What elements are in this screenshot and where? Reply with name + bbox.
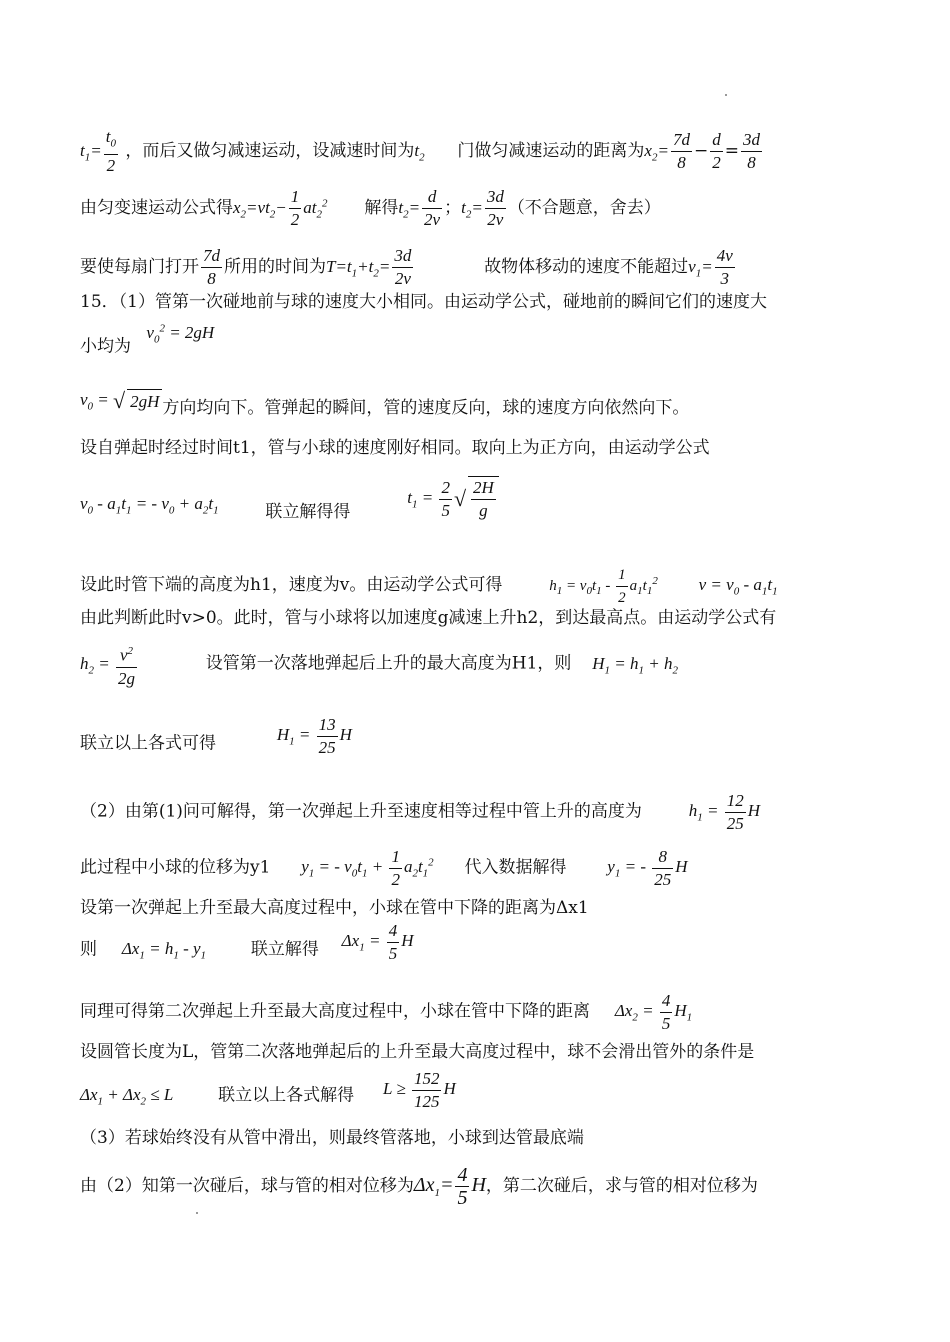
eq-y1-result: $y_1$ = - $\frac{8}{25}$ H — [607, 847, 688, 889]
scan-dot — [725, 94, 727, 96]
frac-3d-2v: $\frac{3d}{2v}$ — [486, 187, 504, 229]
l16-text: 同理可得第二次弹起上升至最大高度过程中，小球在管中下降的距离 — [80, 1001, 590, 1022]
line-15 — [80, 921, 414, 973]
frac-1-2: $\frac{1}{2}$ — [290, 187, 300, 229]
l7-text: 联立解得得 — [265, 501, 351, 522]
eq-v: $v = v_0 - a_1t_1$ — [698, 574, 778, 598]
l14-text: 设第一次弹起上升至最大高度过程中，小球在管中下降的距离为Δx1 — [80, 898, 589, 918]
line-11 — [80, 715, 352, 767]
l20-text2: ，第二次碰后，求与管的相对位移为 — [485, 1176, 758, 1197]
l5-text: 方向均向下。管弹起的瞬间，管的速度反向，球的速度方向依然向下。 — [162, 398, 690, 418]
q15-text1: 15．（1）管第一次碰地前与球的速度大小相同。由运动学公式，碰地前的瞬间它们的速度大 — [80, 292, 767, 312]
l1-text2: 门做匀减速运动的距离为 — [457, 141, 645, 162]
frac-3d-8: $\frac{3d}{8}$ — [742, 130, 760, 173]
line-1: $t_1=$ $\frac{t_0}{2}$ ，而后又做匀减速运动，设减速时间为$t_2$ 门做匀减速运动的距离为$x_2=$ $\frac{7d}{8}$ − $\frac{d}{2}$ = $\frac{3d}{8}$ — [80, 127, 760, 176]
line-13 — [80, 846, 688, 891]
l3-text2: 所用的时间为 — [224, 257, 326, 277]
eq-dx2-result: $\Delta x_2$ = $\frac{4}{5}$ $H_1$ — [614, 991, 693, 1033]
eq-dx1-final: $\Delta x_1=$ $\frac{4}{5}$ H — [413, 1164, 486, 1209]
line-16 — [80, 990, 692, 1035]
frac-d-2v: $\frac{d}{2v}$ — [424, 187, 441, 229]
l19-text: （3）若球始终没有从管中滑出，则最终管落地，小球到达管最底端 — [80, 1128, 584, 1148]
eq-h1-12-25: $h_1$ = $\frac{12}{25}$ H — [688, 791, 760, 833]
eq-t1-label: $t_1=$ — [80, 141, 102, 164]
l13-text1: 此过程中小球的位移为y1 — [80, 857, 271, 878]
line-7 — [80, 477, 501, 528]
line-12 — [80, 790, 760, 835]
eq-dx1: $\Delta x_1 = h_1 - y_1$ — [121, 939, 207, 962]
eq-H1-sum: $H_1 = h_1 + h_2$ — [592, 653, 678, 677]
line-9 — [80, 606, 776, 630]
eq-H1-result: $H_1$ = $\frac{13}{25}$ H — [276, 715, 352, 757]
l18-text: 联立以上各式解得 — [218, 1085, 355, 1106]
line-17 — [80, 1040, 754, 1064]
q15-text2: 小均为 — [80, 336, 131, 357]
l13-text2: 代入数据解得 — [464, 857, 567, 878]
l3-text1: 要使每扇门打开 — [80, 257, 199, 277]
frac-4v-3: $\frac{4v}{3}$ — [716, 246, 733, 288]
l15-text1: 则 — [80, 939, 97, 960]
eq-h2: $h_2$ = $\frac{v^2}{2g}$ — [80, 654, 139, 673]
line-5 — [80, 388, 689, 418]
frac-7d-8-b: $\frac{7d}{8}$ — [203, 246, 220, 288]
line-6 — [80, 436, 710, 460]
eq-x2: $x_2=$ — [644, 141, 669, 164]
l2-text1: 由匀变速运动公式得 — [80, 198, 233, 218]
eq-L-result: L ≥ $\frac{152}{125}$ H — [382, 1069, 456, 1111]
l8-text: 设此时管下端的高度为h1，速度为v。由运动学公式可得 — [80, 574, 503, 595]
line-14 — [80, 896, 589, 920]
eq-v0-sqrt: $v_0$ = √ 2gH — [80, 390, 162, 409]
eq-v0sq: $v_0^2 = 2gH$ — [146, 322, 215, 346]
l15-text2: 联立解得 — [250, 939, 319, 960]
l6-text: 设自弹起时经过时间t1，管与小球的速度刚好相同。取向上为正方向，由运动学公式 — [80, 438, 710, 458]
l2-text2: 解得 — [364, 198, 399, 218]
l17-text: 设圆管长度为L，管第二次落地弹起后的上升至最大高度过程中，球不会滑出管外的条件是 — [80, 1042, 755, 1062]
eq-y1: $y_1$ = - $v_0t_1$ + $\frac{1}{2}$ $a_2t_1^2$ — [301, 847, 434, 889]
eq-x2-vt2: $x_2=vt_2-$ — [233, 198, 287, 221]
t2-symbol: $t_2$ — [414, 141, 425, 164]
frac-d-2: $\frac{d}{2}$ — [712, 130, 721, 173]
eq-condition: $\Delta x_1 + \Delta x_2 \le L$ — [80, 1085, 174, 1108]
l2-text3: （不合题意，舍去） — [507, 198, 661, 218]
frac-3d-2v-b: $\frac{3d}{2v}$ — [394, 246, 412, 288]
line-2: 由匀变速运动公式得$x_2=vt_2-$ $\frac{1}{2}$ $at_2^2$ 解得$t_2=$ $\frac{d}{2v}$ ；$t_2=$ $\frac{3d}{2v}$ （不合题意，舍去） — [80, 187, 661, 229]
q15-line-2 — [80, 322, 215, 365]
l11-text: 联立以上各式可得 — [80, 733, 216, 754]
line-19 — [80, 1126, 584, 1150]
l1-text1: ，而后又做匀减速运动，设减速时间为 — [125, 141, 415, 162]
l12-text: （2）由第(1)问可解得，第一次弹起上升至速度相等过程中管上升的高度为 — [80, 801, 642, 822]
line-18 — [80, 1069, 456, 1119]
line-8 — [80, 564, 778, 609]
eq-h1: $h_1 = v_0t_1$ - $\frac{1}{2}$ $a_1t_1^2$ — [549, 578, 658, 594]
line-3: 要使每扇门打开 $\frac{7d}{8}$ 所用的时间为$T=t_1+t_2=$ $\frac{3d}{2v}$ 故物体移动的速度不能超过$v_1=$ $\frac{4v}{3}$ — [80, 246, 733, 288]
line-20 — [80, 1164, 758, 1209]
l3-text3: 故物体移动的速度不能超过 — [484, 257, 689, 277]
eq-dx1-result: $\Delta x_1$ = $\frac{4}{5}$ H — [341, 921, 414, 963]
scan-dot-2 — [196, 1212, 198, 1214]
l9-text: 由此判断此时v>0。此时，管与小球将以加速度g减速上升h2，到达最高点。由运动学公式有 — [80, 608, 777, 628]
eq-t1-result: $t_1$ = $\frac{2}{5}$ √ $\frac{2H}{g}$ — [407, 488, 501, 507]
q15-line-1 — [80, 290, 767, 314]
frac-t0-2: $\frac{t_0}{2}$ — [105, 127, 116, 176]
l20-text1: 由（2）知第一次碰后，球与管的相对位移为 — [80, 1176, 414, 1197]
line-10 — [80, 640, 678, 690]
eq-velocity-match: $v_0 - a_1t_1$ = - $v_0 + a_2t_1$ — [80, 493, 219, 517]
frac-7d-8: $\frac{7d}{8}$ — [672, 130, 690, 173]
l10-text: 设管第一次落地弹起后上升的最大高度为H1，则 — [205, 653, 572, 674]
